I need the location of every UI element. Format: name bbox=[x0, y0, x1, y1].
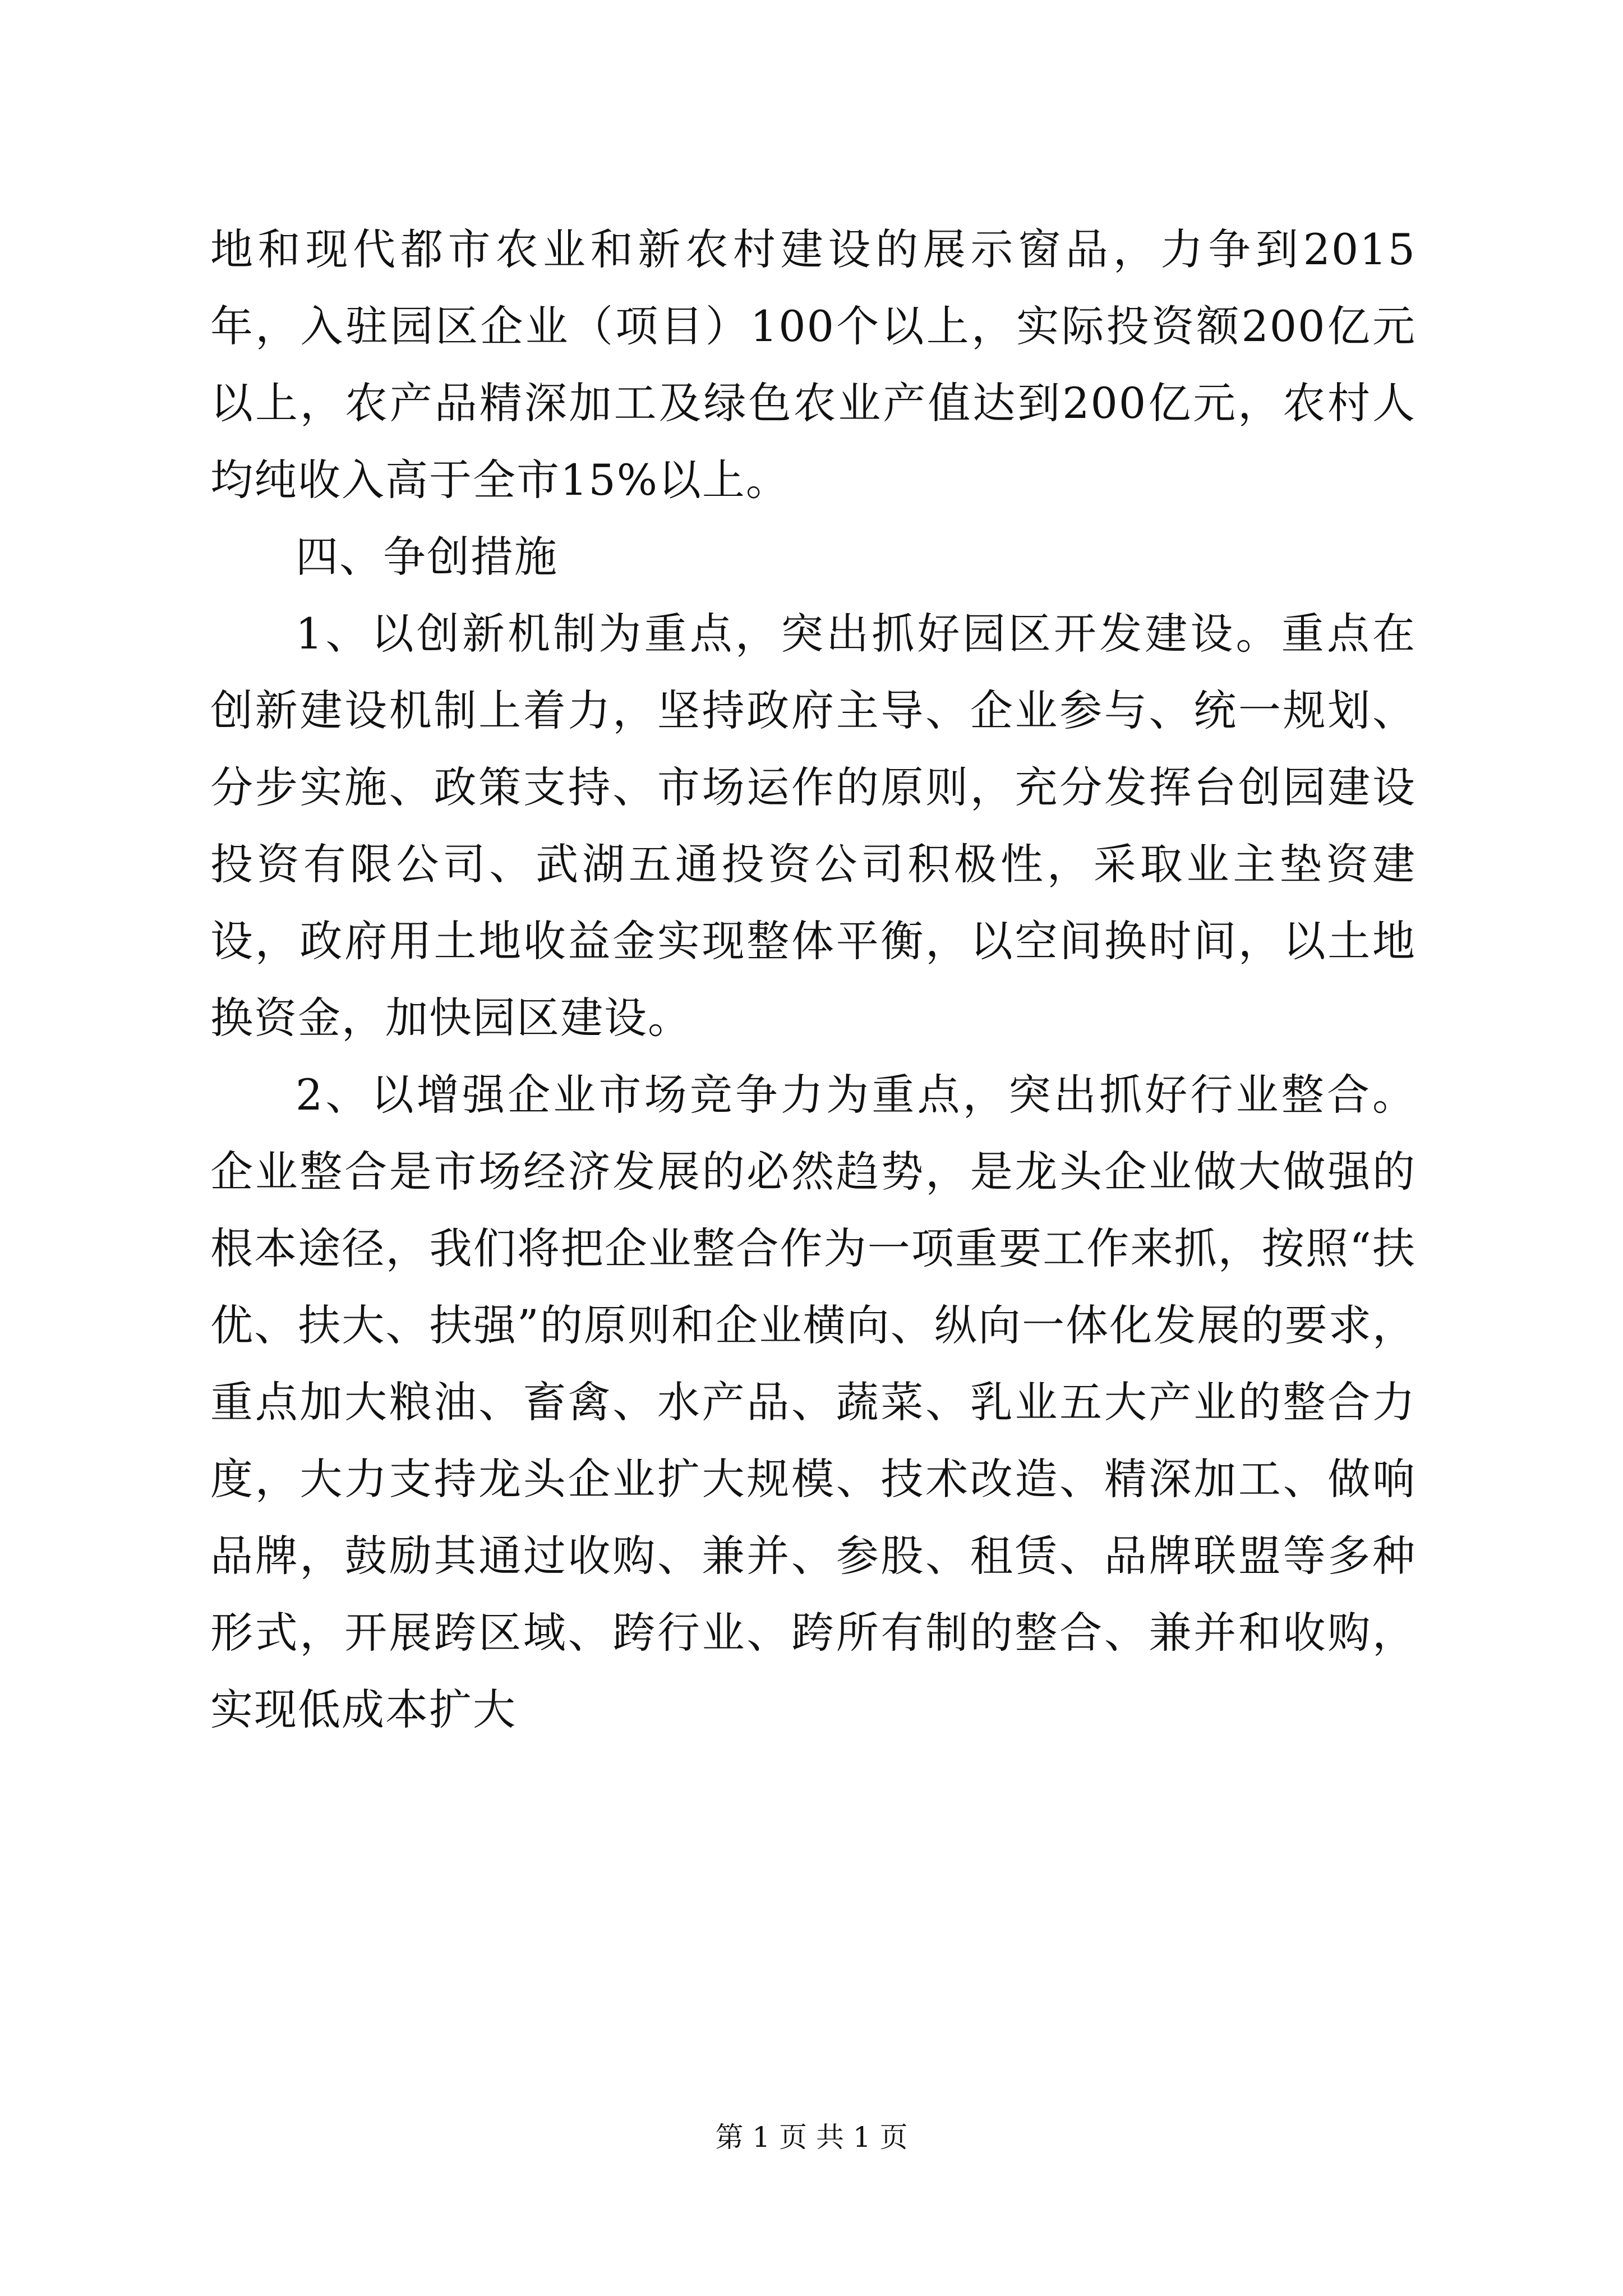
paragraph-measure-2: 2、以增强企业市场竞争力为重点，突出抓好行业整合。企业整合是市场经济发展的必然趋势，是龙头企业做大做强的根本途径，我们将把企业整合作为一项重要工作来抓，按照“扶优、扶大、扶强”的原则和企业横向、纵向一体化发展的要求，重点加大粮油、畜禽、水产品、蔬菜、乳业五大产业的整合力度，大力支持龙头企业扩大规模、技术改造、精深加工、做响品牌，鼓励其通过收购、兼并、参股、租赁、品牌联盟等多种形式，开展跨区域、跨行业、跨所有制的整合、兼并和收购，实现低成本扩大 bbox=[210, 1070, 1416, 1734]
section-heading: 四、争创措施 bbox=[296, 532, 558, 582]
document-body bbox=[210, 211, 1416, 1748]
page-footer: 第 1 页 共 1 页 bbox=[715, 2121, 908, 2154]
paragraph-measure-1: 1、以创新机制为重点，突出抓好园区开发建设。重点在创新建设机制上着力，坚持政府主导、企业参与、统一规划、分步实施、政策支持、市场运作的原则，充分发挥台创园建设投资有限公司、武湖五通投资公司积极性，采取业主垫资建设，政府用土地收益金实现整体平衡，以空间换时间，以土地换资金，加快园区建设。 bbox=[210, 609, 1416, 1043]
paragraph-continuation: 地和现代都市农业和新农村建设的展示窗品，力争到2015年，入驻园区企业（项目）100个以上，实际投资额200亿元以上，农产品精深加工及绿色农业产值达到200亿元，农村人均纯收入高于全市15%以上。 bbox=[210, 224, 1416, 505]
